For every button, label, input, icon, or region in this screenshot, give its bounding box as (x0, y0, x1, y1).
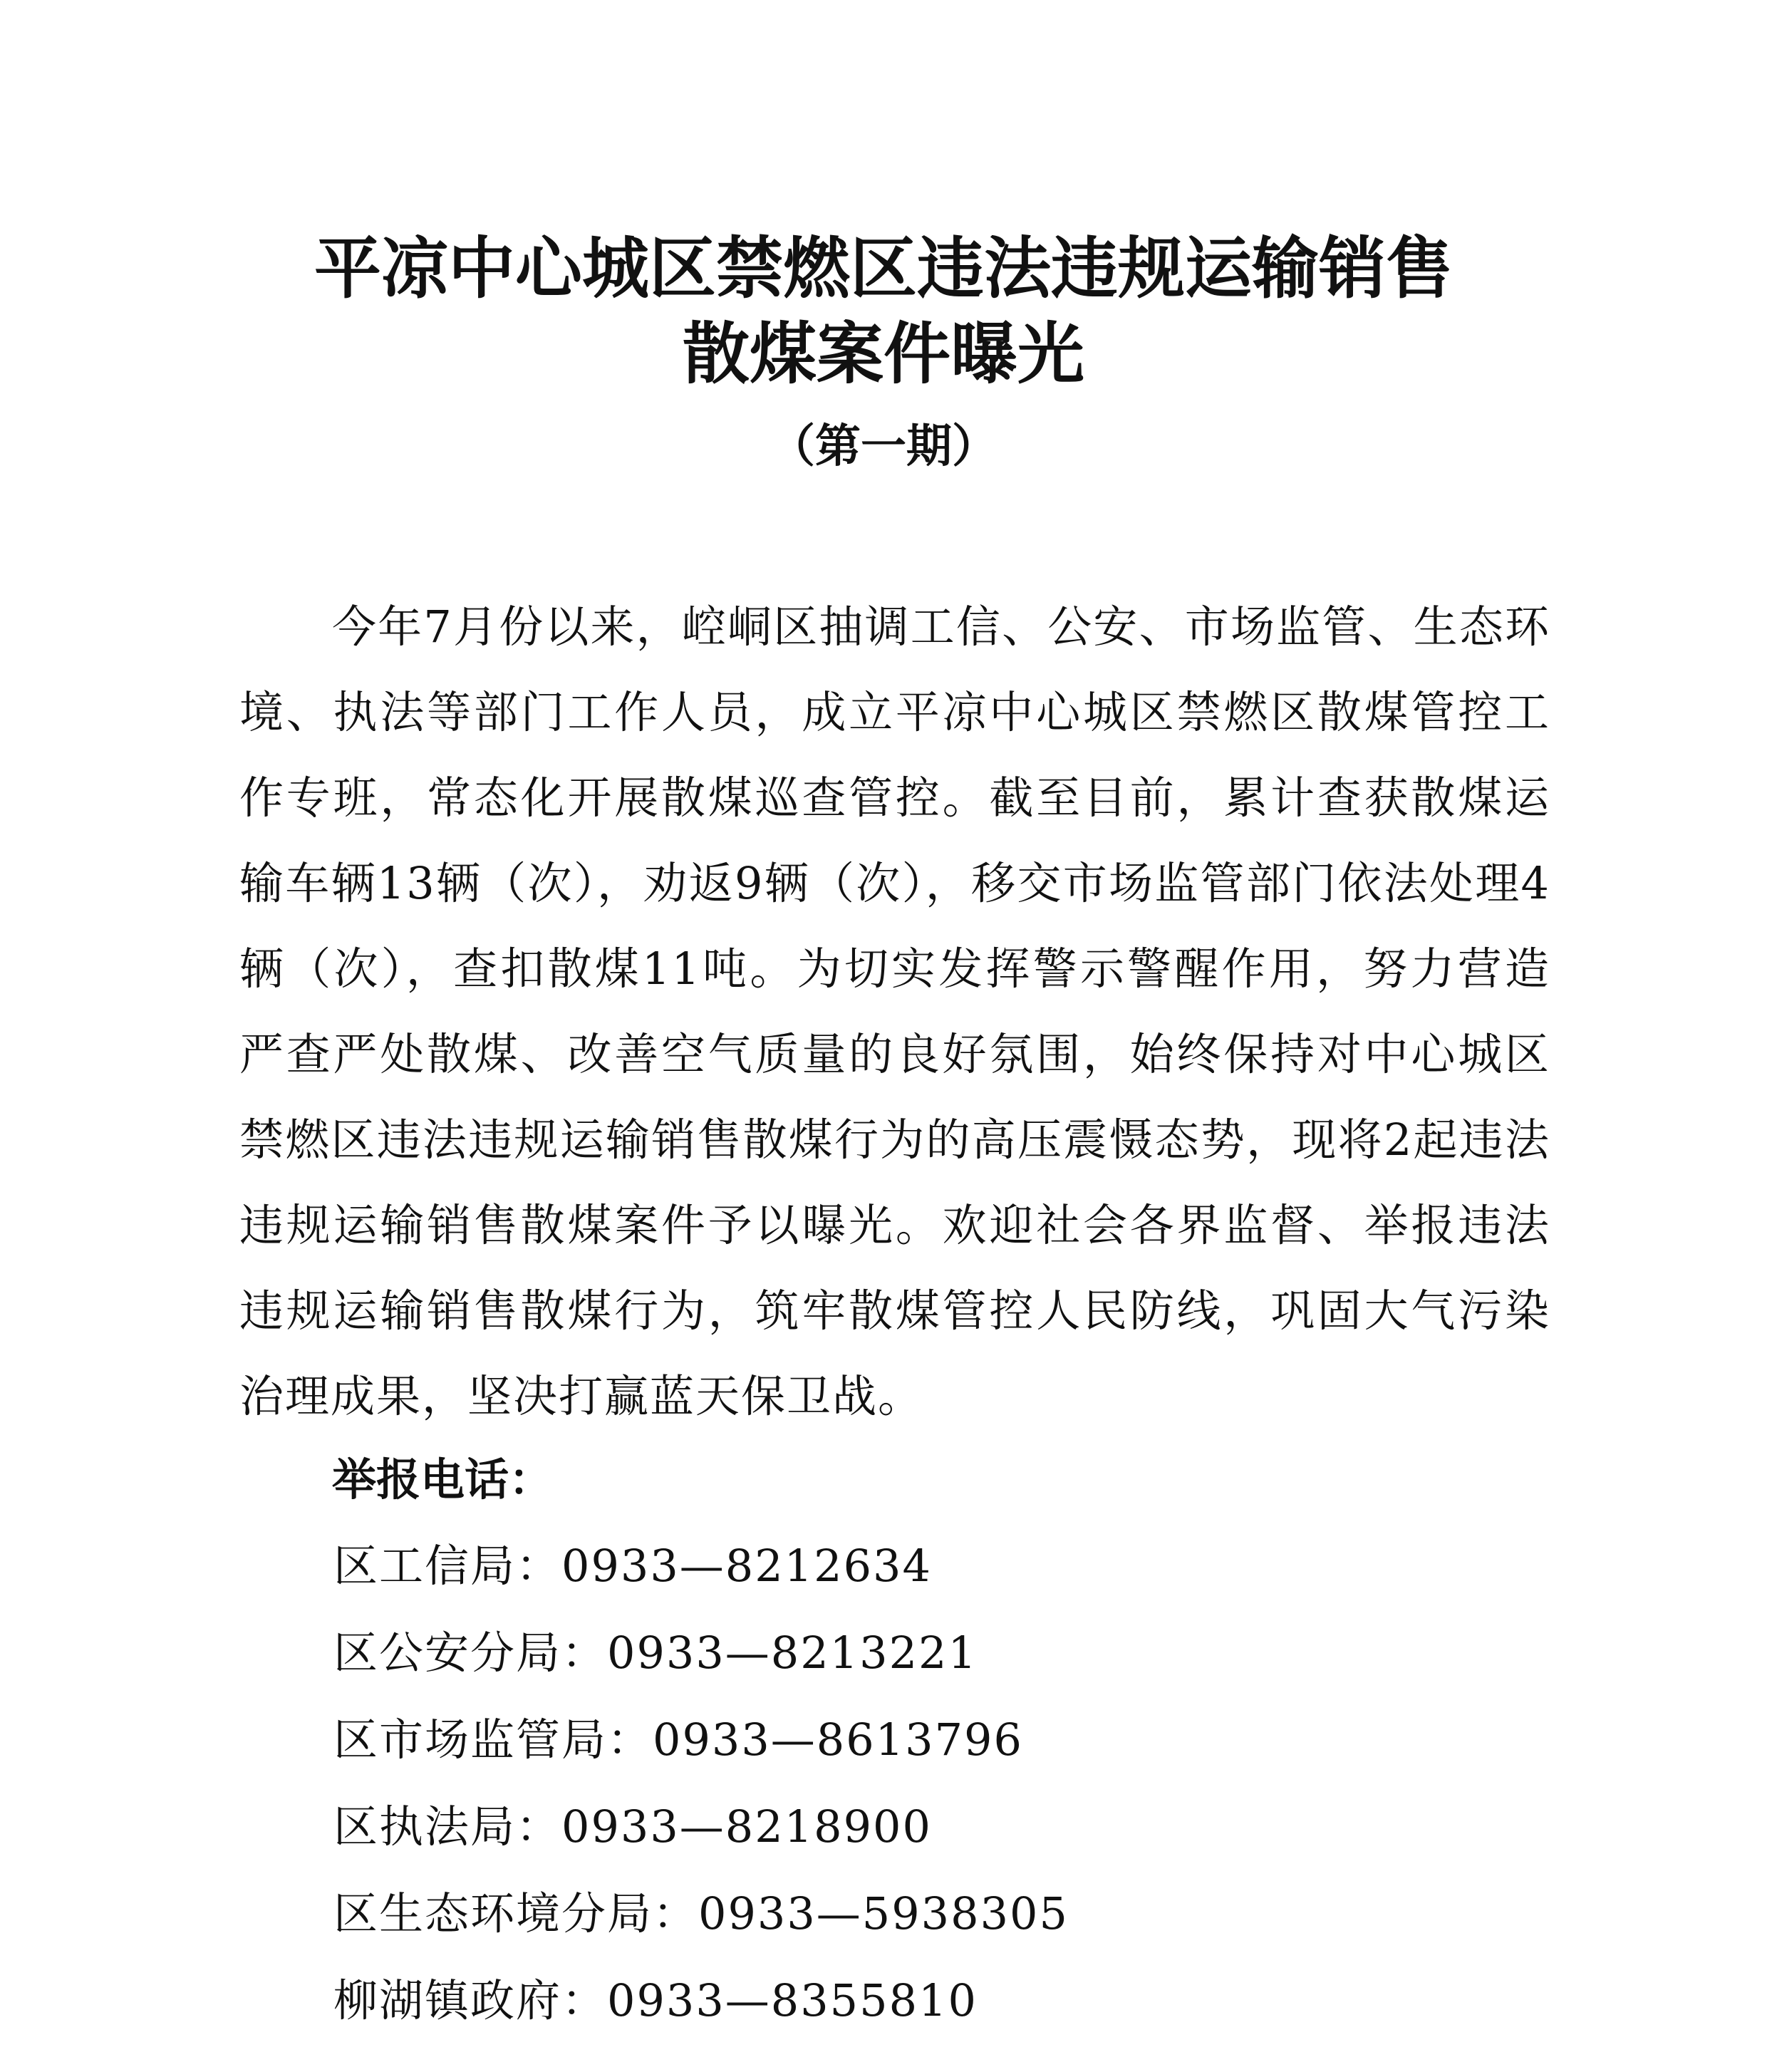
document-title-line-1: 平凉中心城区禁燃区违法违规运输销售 (314, 229, 1453, 308)
contact-line: 区生态环境分局：0933—5938305 (333, 1887, 1069, 1939)
body-paragraph: 今年7月份以来，崆峒区抽调工信、公安、市场监管、生态环境、执法等部门工作人员，成立平凉中心城区禁燃区散煤管控工作专班，常态化开展散煤巡查管控。截至目前，累计查获散煤运输车辆13辆（次），劝返9辆（次），移交市场监管部门依法处理4辆（次），查扣散煤11吨。为切实发挥警示警醒作用，努力营造严查严处散煤、改善空气质量的良好氛围，始终保持对中心城区禁燃区违法违规运输销售散煤行为的高压震慑态势，现将2起违法违规运输销售散煤案件予以曝光。欢迎社会各界监督、举报违法违规运输销售散煤行为，筑牢散煤管控人民防线，巩固大气污染治理成果，坚决打赢蓝天保卫战。 (239, 601, 1550, 1422)
contact-line: 区市场监管局：0933—8613796 (333, 1714, 1023, 1766)
contact-line: 区工信局：0933—8212634 (333, 1540, 932, 1592)
document-title-line-2: 散煤案件曝光 (682, 315, 1084, 393)
contact-line: 区公安分局：0933—8213221 (333, 1627, 978, 1679)
issue-number: （第一期） (770, 420, 998, 473)
contact-line: 区执法局：0933—8218900 (333, 1801, 932, 1853)
hotline-heading: 举报电话： (332, 1454, 554, 1506)
contact-line: 柳湖镇政府：0933—8355810 (333, 1974, 978, 2026)
